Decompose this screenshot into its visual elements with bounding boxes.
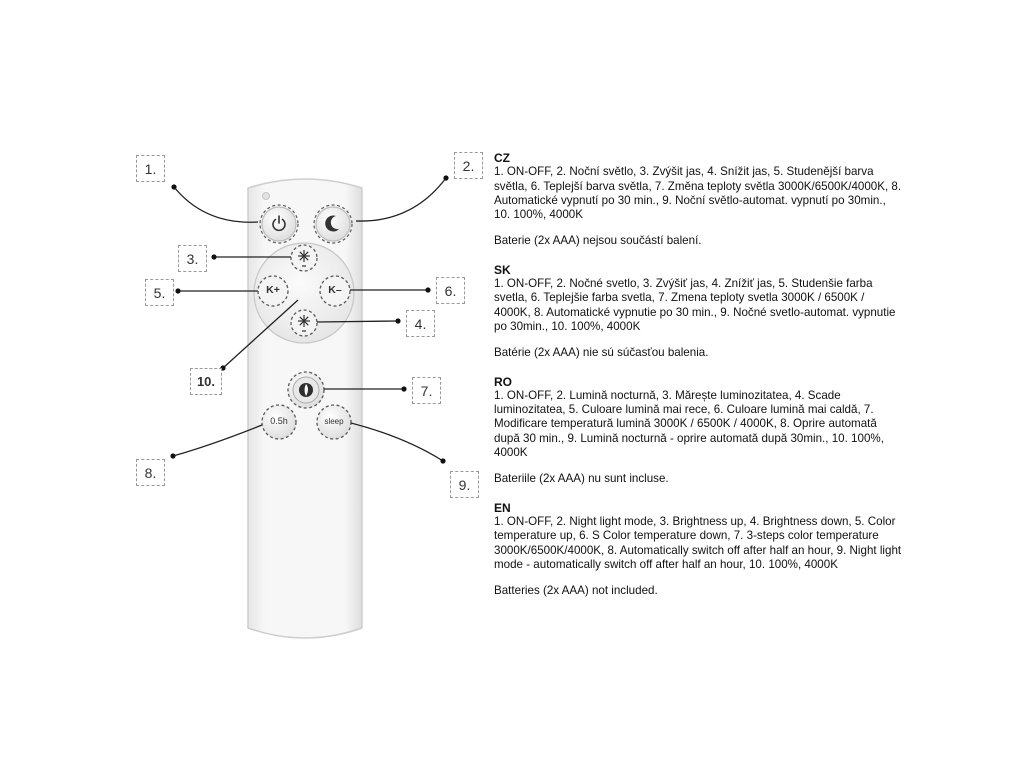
lang-battery-note: Bateriile (2x AAA) nu sunt incluse. <box>494 472 669 486</box>
instructions-panel <box>494 151 904 612</box>
callout-4: 4. <box>406 310 435 337</box>
callout-3: 3. <box>178 245 207 272</box>
power-button[interactable] <box>262 207 296 241</box>
lang-code: SK <box>494 262 511 277</box>
leader-2 <box>356 178 446 221</box>
lang-text: 1. ON-OFF, 2. Noční světlo, 3. Zvýšit jas, 4. Snížit jas, 5. Studenější barva světla, 6. Teplejší barva světla, 7. Změna teploty světla 3000K/6500K/4000K, 8. Automatické vypnutí po 30 min., 9. Noční světlo-automat. vypnutí po 30min., 10. 100%, 4000K <box>494 165 902 222</box>
timer-label: 0.5h <box>270 416 288 426</box>
lang-code: EN <box>494 500 511 515</box>
leader-1 <box>174 187 258 222</box>
color-cycle-icon <box>299 383 313 397</box>
sleep-label: sleep <box>324 417 344 426</box>
lang-battery-note: Baterie (2x AAA) nejsou součástí balení. <box>494 234 702 248</box>
callout-1: 1. <box>136 155 165 182</box>
lang-code: RO <box>494 374 512 389</box>
callout-9: 9. <box>450 471 479 498</box>
lang-battery-note: Batérie (2x AAA) nie sú súčasťou balenia. <box>494 346 709 360</box>
night-light-button[interactable] <box>316 207 350 241</box>
brightness-down-button[interactable] <box>291 310 317 336</box>
k-plus-label: K+ <box>266 284 280 296</box>
callout-6: 6. <box>436 277 465 304</box>
lang-battery-note: Batteries (2x AAA) not included. <box>494 584 658 598</box>
callout-8: 8. <box>136 459 165 486</box>
lang-code: CZ <box>494 151 510 165</box>
callout-2: 2. <box>454 152 483 179</box>
brightness-up-button[interactable] <box>291 245 317 271</box>
lang-block-cz <box>494 151 904 249</box>
callout-10: 10. <box>190 368 222 395</box>
ir-led <box>263 193 270 200</box>
lang-text: 1. ON-OFF, 2. Lumină nocturnă, 3. Mărește luminozitatea, 4. Scade luminozitatea, 5. Culoare lumină mai rece, 6. Culoare lumină mai caldă, 7. Modificare temperatură lumină 3000K / 6500K / 4000K, 8. Oprire automată după 30 min., 9. Lumină nocturnă - oprire automată după 30min., 10. 100%, 4000K <box>494 388 884 460</box>
callout-7: 7. <box>412 377 441 404</box>
lang-text: 1. ON-OFF, 2. Nočné svetlo, 3. Zvýšiť jas, 4. Znížiť jas, 5. Studenšie farba svetla, 6. Teplejšie farba svetla, 7. Zmena teploty svetla 3000K / 6500K / 4000K, 8. Automatické vypnutie po 30 min., 9. Nočné svetlo-automat. vypnutie po 30min., 10. 100%, 4000K <box>494 277 896 333</box>
lang-block-ro <box>494 375 904 487</box>
lang-block-sk <box>494 263 904 361</box>
lang-block-en <box>494 501 904 599</box>
color-temp-cycle-button[interactable] <box>288 372 324 408</box>
callout-5: 5. <box>145 279 174 306</box>
lang-text: 1. ON-OFF, 2. Night light mode, 3. Brightness up, 4. Brightness down, 5. Color temperature up, 6. S Color temperature down, 7. 3-steps color temperature 3000K/6500K/4000K, 8. Automatically switch off after half an hour, 9. Night light mode - automatically switch off after half an hour, 10. 100%, 4000K <box>494 514 902 571</box>
leader-9 <box>351 423 443 461</box>
k-minus-label: K– <box>328 284 342 296</box>
